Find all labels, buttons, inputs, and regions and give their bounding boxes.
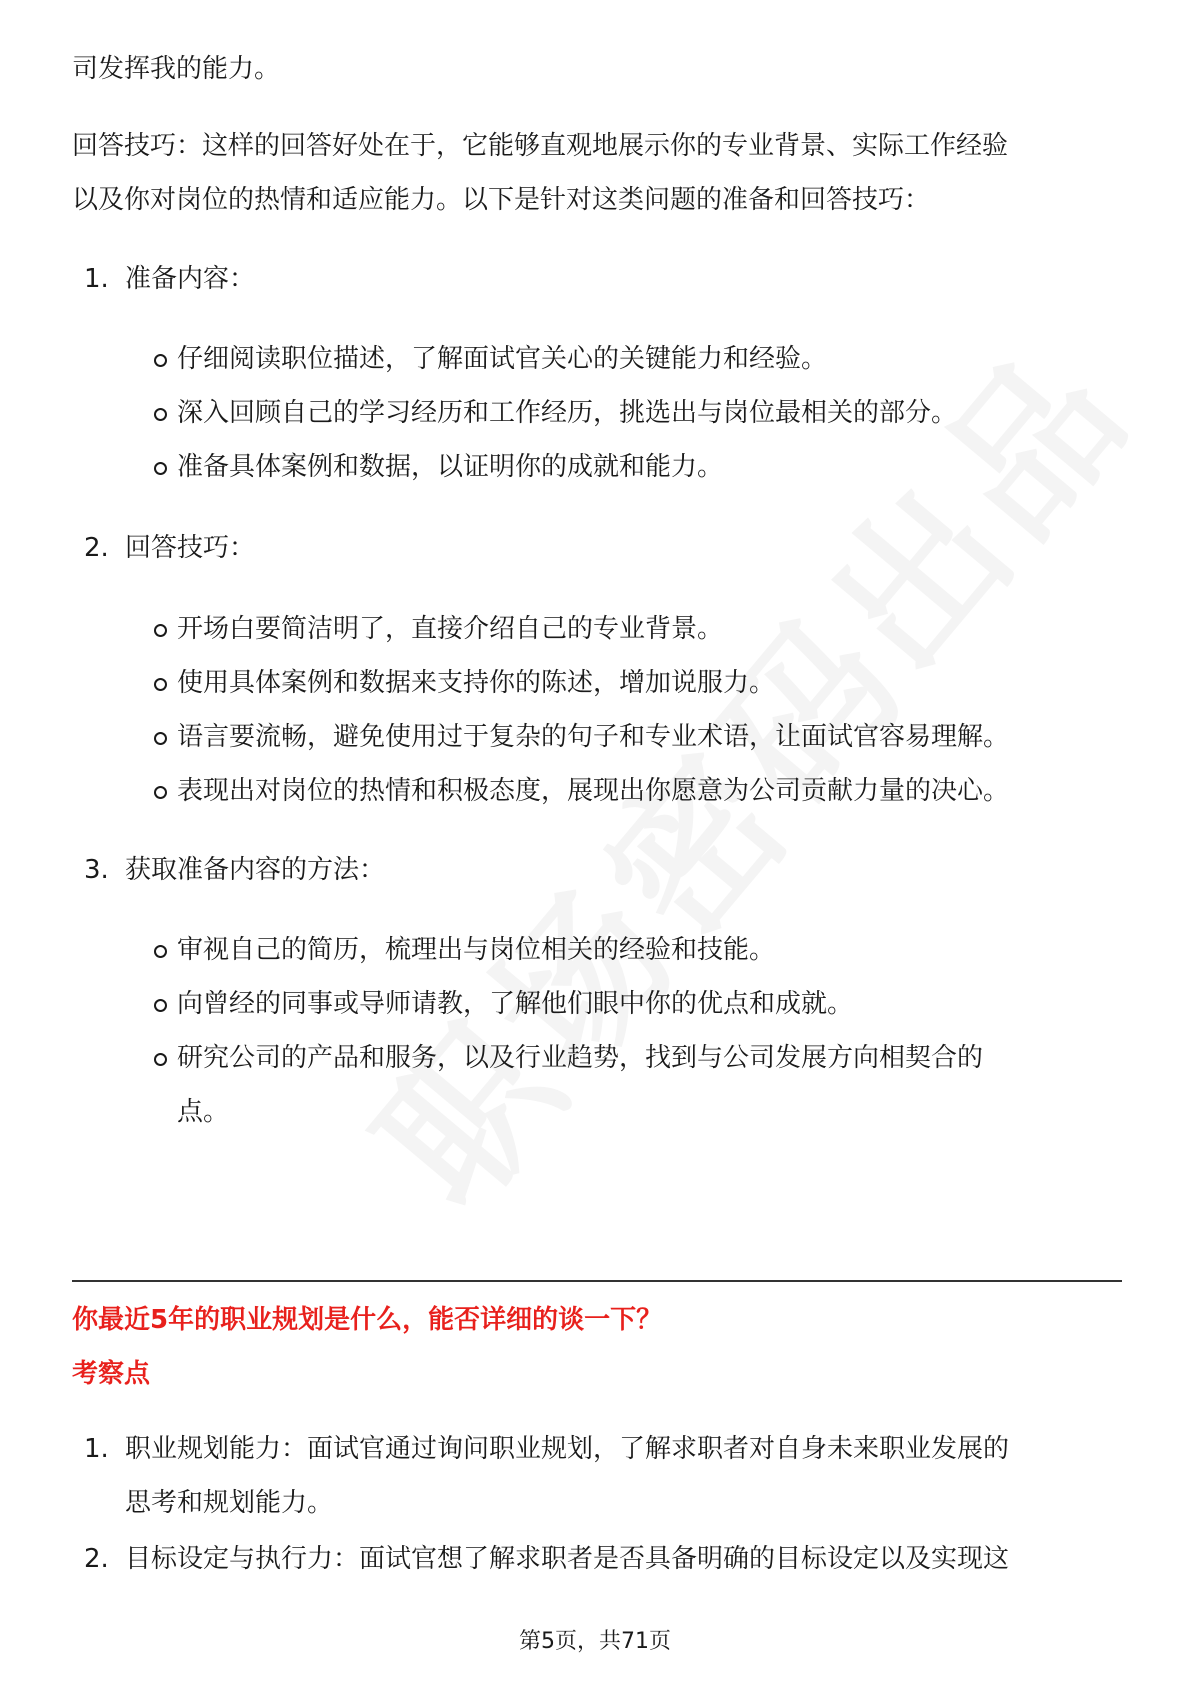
list-item: 准备具体案例和数据，以证明你的成就和能力。 bbox=[177, 452, 724, 482]
list-item: 仔细阅读职位描述，了解面试官关心的关键能力和经验。 bbox=[177, 344, 828, 374]
section-divider bbox=[72, 1280, 1122, 1282]
list-item: 向曾经的同事或导师请教，了解他们眼中你的优点和成就。 bbox=[177, 989, 854, 1019]
section-title: 回答技巧： bbox=[125, 533, 256, 563]
list-item: 开场白要简洁明了，直接介绍自己的专业背景。 bbox=[177, 614, 724, 644]
bullet-circle-icon bbox=[154, 732, 167, 745]
list-item: 审视自己的简历，梳理出与岗位相关的经验和技能。 bbox=[177, 935, 776, 965]
point-line: 职业规划能力：面试官通过询问职业规划，了解求职者对自身未来职业发展的 bbox=[125, 1434, 1010, 1464]
question-heading: 你最近5年的职业规划是什么，能否详细的谈一下？ bbox=[72, 1305, 663, 1335]
bullet-circle-icon bbox=[154, 786, 167, 799]
page-number: 第5页，共71页 bbox=[519, 1629, 671, 1654]
section-number: 1. bbox=[84, 264, 109, 294]
section-title: 获取准备内容的方法： bbox=[125, 855, 386, 885]
tips-intro-line-1: 回答技巧：这样的回答好处在于，它能够直观地展示你的专业背景、实际工作经验 bbox=[72, 131, 1009, 161]
tips-intro-line-2: 以及你对岗位的热情和适应能力。以下是针对这类问题的准备和回答技巧： bbox=[72, 185, 931, 215]
bullet-circle-icon bbox=[154, 462, 167, 475]
bullet-circle-icon bbox=[154, 408, 167, 421]
assessment-heading: 考察点 bbox=[72, 1359, 151, 1389]
bullet-circle-icon bbox=[154, 354, 167, 367]
bullet-circle-icon bbox=[154, 624, 167, 637]
bullet-circle-icon bbox=[154, 678, 167, 691]
section-number: 3. bbox=[84, 855, 109, 885]
point-line: 思考和规划能力。 bbox=[125, 1488, 334, 1518]
point-number: 2. bbox=[84, 1544, 109, 1574]
bullet-circle-icon bbox=[154, 999, 167, 1012]
list-item-continuation: 点。 bbox=[177, 1097, 230, 1127]
list-item: 使用具体案例和数据来支持你的陈述，增加说服力。 bbox=[177, 668, 776, 698]
list-item: 语言要流畅，避免使用过于复杂的句子和专业术语，让面试官容易理解。 bbox=[177, 722, 1010, 752]
continuation-text: 司发挥我的能力。 bbox=[72, 54, 281, 84]
bullet-circle-icon bbox=[154, 945, 167, 958]
list-item: 研究公司的产品和服务，以及行业趋势，找到与公司发展方向相契合的 bbox=[177, 1043, 984, 1073]
point-line: 目标设定与执行力：面试官想了解求职者是否具备明确的目标设定以及实现这 bbox=[125, 1544, 1010, 1574]
point-number: 1. bbox=[84, 1434, 109, 1464]
list-item: 表现出对岗位的热情和积极态度，展现出你愿意为公司贡献力量的决心。 bbox=[177, 776, 1010, 806]
section-title: 准备内容： bbox=[125, 264, 256, 294]
section-number: 2. bbox=[84, 533, 109, 563]
bullet-circle-icon bbox=[154, 1053, 167, 1066]
list-item: 深入回顾自己的学习经历和工作经历，挑选出与岗位最相关的部分。 bbox=[177, 398, 958, 428]
